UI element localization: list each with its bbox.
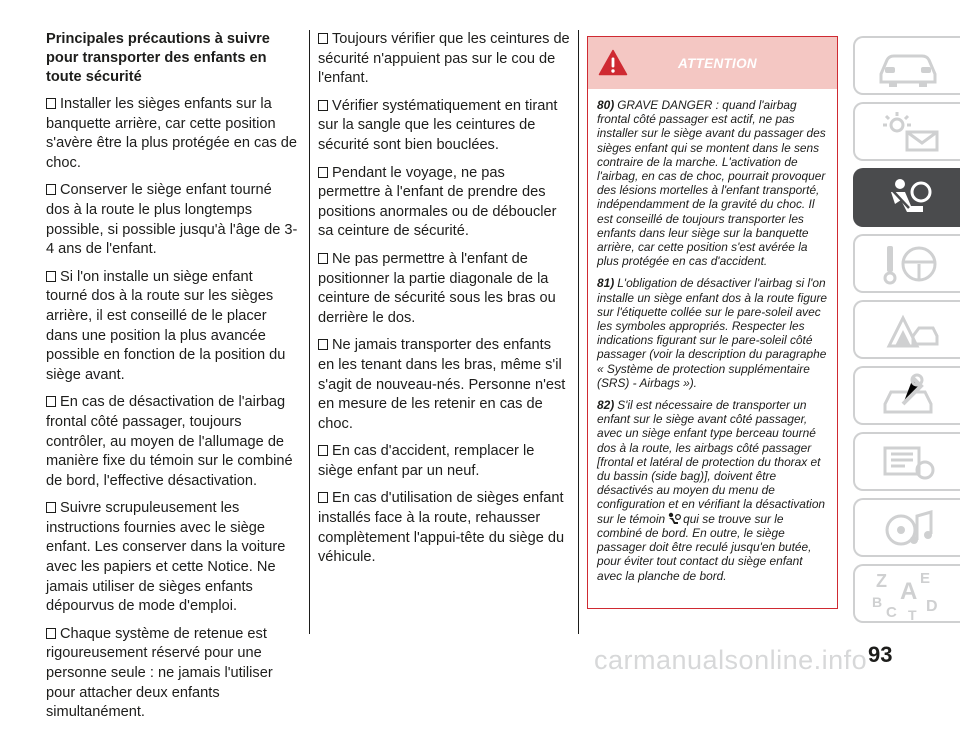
index-letter: T — [907, 606, 917, 621]
tab-multimedia[interactable] — [853, 498, 960, 557]
checkbox-square-icon — [318, 100, 328, 111]
section-heading: Principales précautions à suivre pour transporter des enfants en toute sécurité — [46, 31, 270, 85]
checkbox-square-icon — [318, 33, 328, 44]
bullet-item: Chaque système de retenue est rigoureusement réservé pour une personne seule : ne jamais l'utiliser pour attacher deux enfants simultanément. — [46, 625, 273, 721]
checkbox-square-icon — [318, 492, 328, 503]
airbag-off-icon — [667, 512, 681, 526]
page-number: 93 — [868, 642, 893, 667]
bullet-item: Ne pas permettre à l'enfant de positionner la partie diagonale de la ceinture de sécurité sous les bras ou derrière le dos. — [318, 250, 556, 326]
airbag-seatbelt-icon — [873, 174, 943, 222]
tab-emergency[interactable] — [853, 300, 960, 359]
tab-starting-driving[interactable] — [853, 234, 960, 293]
bullet-item: Toujours vérifier que les ceintures de sécurité n'appuient pas sur le cou de l'enfant. — [318, 31, 570, 87]
checkbox-square-icon — [46, 184, 56, 195]
index-letter: D — [925, 597, 938, 615]
note-number: 81) — [597, 276, 615, 291]
column-divider — [578, 30, 579, 634]
column-middle — [318, 30, 570, 576]
car-dashboard-icon — [873, 44, 943, 88]
checkbox-square-icon — [318, 339, 328, 350]
index-letter: C — [885, 603, 897, 621]
tab-dashboard[interactable] — [853, 36, 960, 95]
tab-safety[interactable] — [853, 168, 960, 227]
watermark: carmanualsonline.info — [594, 645, 868, 675]
checkbox-square-icon — [318, 253, 328, 264]
bullet-item: Ne jamais transporter des enfants en les tenant dans les bras, même s'il s'agit de nouveau-nés. Personne n'est en mesure de les retenir en cas de choc. — [318, 337, 566, 432]
index-letter: B — [871, 593, 882, 610]
checkbox-square-icon — [46, 271, 56, 282]
attention-body — [588, 89, 837, 583]
index-letter: E — [919, 569, 930, 587]
tab-lights-messages[interactable] — [853, 102, 960, 161]
bullet-item: Si l'on installe un siège enfant tourné dos à la route sur les sièges arrière, il est conseillé de le placer dans une position la plus avancée possible en fonction de la position du siège avant. — [46, 268, 286, 383]
lights-message-icon — [873, 108, 943, 156]
warning-triangle-icon — [598, 49, 628, 76]
checkbox-square-icon — [46, 396, 56, 407]
bullet-item: Suivre scrupuleusement les instructions fournies avec le siège enfant. Les conserver dans la voiture avec les papiers et cette Notice. Ne jamais utiliser de sièges enfants dépourvus de mode d'emploi. — [46, 500, 286, 615]
checkbox-square-icon — [318, 167, 328, 178]
warning-note: 80) GRAVE DANGER : quand l'airbag frontal côté passager est actif, ne pas installer sur le siège avant du passager des sièges enfant qui se montent dans le sens contraire de la marche. L'activation de l'airbag, en cas de choc, pourrait provoquer des lésions mortelles à l'enfant transporté, indépendamment de la gravité du choc. Il est conseillé de toujours transporter les enfants dans leur siège sur la banquette arrière, car cette position s'est avérée la plus protégée en cas d'accident. — [597, 98, 826, 269]
warning-triangle-car-icon — [873, 306, 943, 354]
attention-box — [587, 36, 838, 609]
bullet-item: Conserver le siège enfant tourné dos à la route le plus longtemps possible, si possible jusqu'à l'âge de 3-4 ans de l'enfant. — [46, 182, 298, 258]
checkbox-square-icon — [46, 628, 56, 639]
alphabetical-index-icon — [868, 567, 948, 621]
index-letter: Z — [875, 570, 887, 591]
key-steering-wheel-icon — [873, 240, 943, 288]
index-letter: A — [899, 577, 917, 605]
bullet-item: Installer les sièges enfants sur la banquette arrière, car cette position s'avère être la plus protégée en cas de choc. — [46, 96, 298, 171]
column-left — [46, 30, 298, 731]
attention-header — [588, 37, 837, 89]
bullet-item: Pendant le voyage, ne pas permettre à l'enfant de prendre des positions anormales ou de déboucler sa ceinture de sécurité. — [318, 164, 557, 240]
tab-index[interactable] — [853, 564, 960, 623]
side-nav — [853, 36, 960, 630]
bullet-item: Vérifier systématiquement en tirant sur la sangle que les ceintures de sécurité sont bien bouclées. — [318, 97, 558, 153]
checkbox-square-icon — [46, 98, 56, 109]
wrench-car-icon — [873, 372, 943, 420]
checkbox-square-icon — [318, 445, 328, 456]
warning-note: 81) L'obligation de désactiver l'airbag si l'on installe un siège enfant dos à la route figure sur l'étiquette collée sur le pare-soleil avec les symboles appropriés. Respecter les indications figurant sur le pare-soleil côté passager (voir la description du paragraphe « Système de protection supplémentaire (SRS) - Airbags »). — [597, 276, 828, 390]
warning-note: 82) S'il est nécessaire de transporter un enfant sur le siège avant côté passager, avec un siège enfant type berceau tourné dos à la route, les airbags côté passager [frontal et latéral de protection du thorax et du bassin (side bag)], doivent être désactivés au moyen du menu de configuration et en vérifiant la désactivation sur le témoin qui se trouve sur le combiné de bord. En outre, le siège passager doit être reculé jusqu'en butée, pour éviter tout contact du siège enfant avec la planche de bord. — [597, 398, 826, 583]
engine-specs-icon — [873, 438, 943, 486]
note-number: 80) — [597, 98, 615, 112]
checkbox-square-icon — [46, 502, 56, 513]
bullet-item: En cas d'accident, remplacer le siège enfant par un neuf. — [318, 443, 535, 479]
column-divider — [309, 30, 310, 634]
tab-technical-data[interactable] — [853, 432, 960, 491]
multimedia-icon — [873, 504, 943, 552]
note-number: 82) — [597, 398, 615, 413]
bullet-item: En cas d'utilisation de sièges enfant installés face à la route, rehausser complètement l'appui-tête du siège du véhicule. — [318, 490, 565, 566]
attention-title: ATTENTION — [678, 55, 757, 71]
tab-maintenance[interactable] — [853, 366, 960, 425]
bullet-item: En cas de désactivation de l'airbag frontal côté passager, toujours contrôler, au moyen de l'allumage de manière fixe du témoin sur le combiné de bord, l'effective désactivation. — [46, 394, 293, 489]
